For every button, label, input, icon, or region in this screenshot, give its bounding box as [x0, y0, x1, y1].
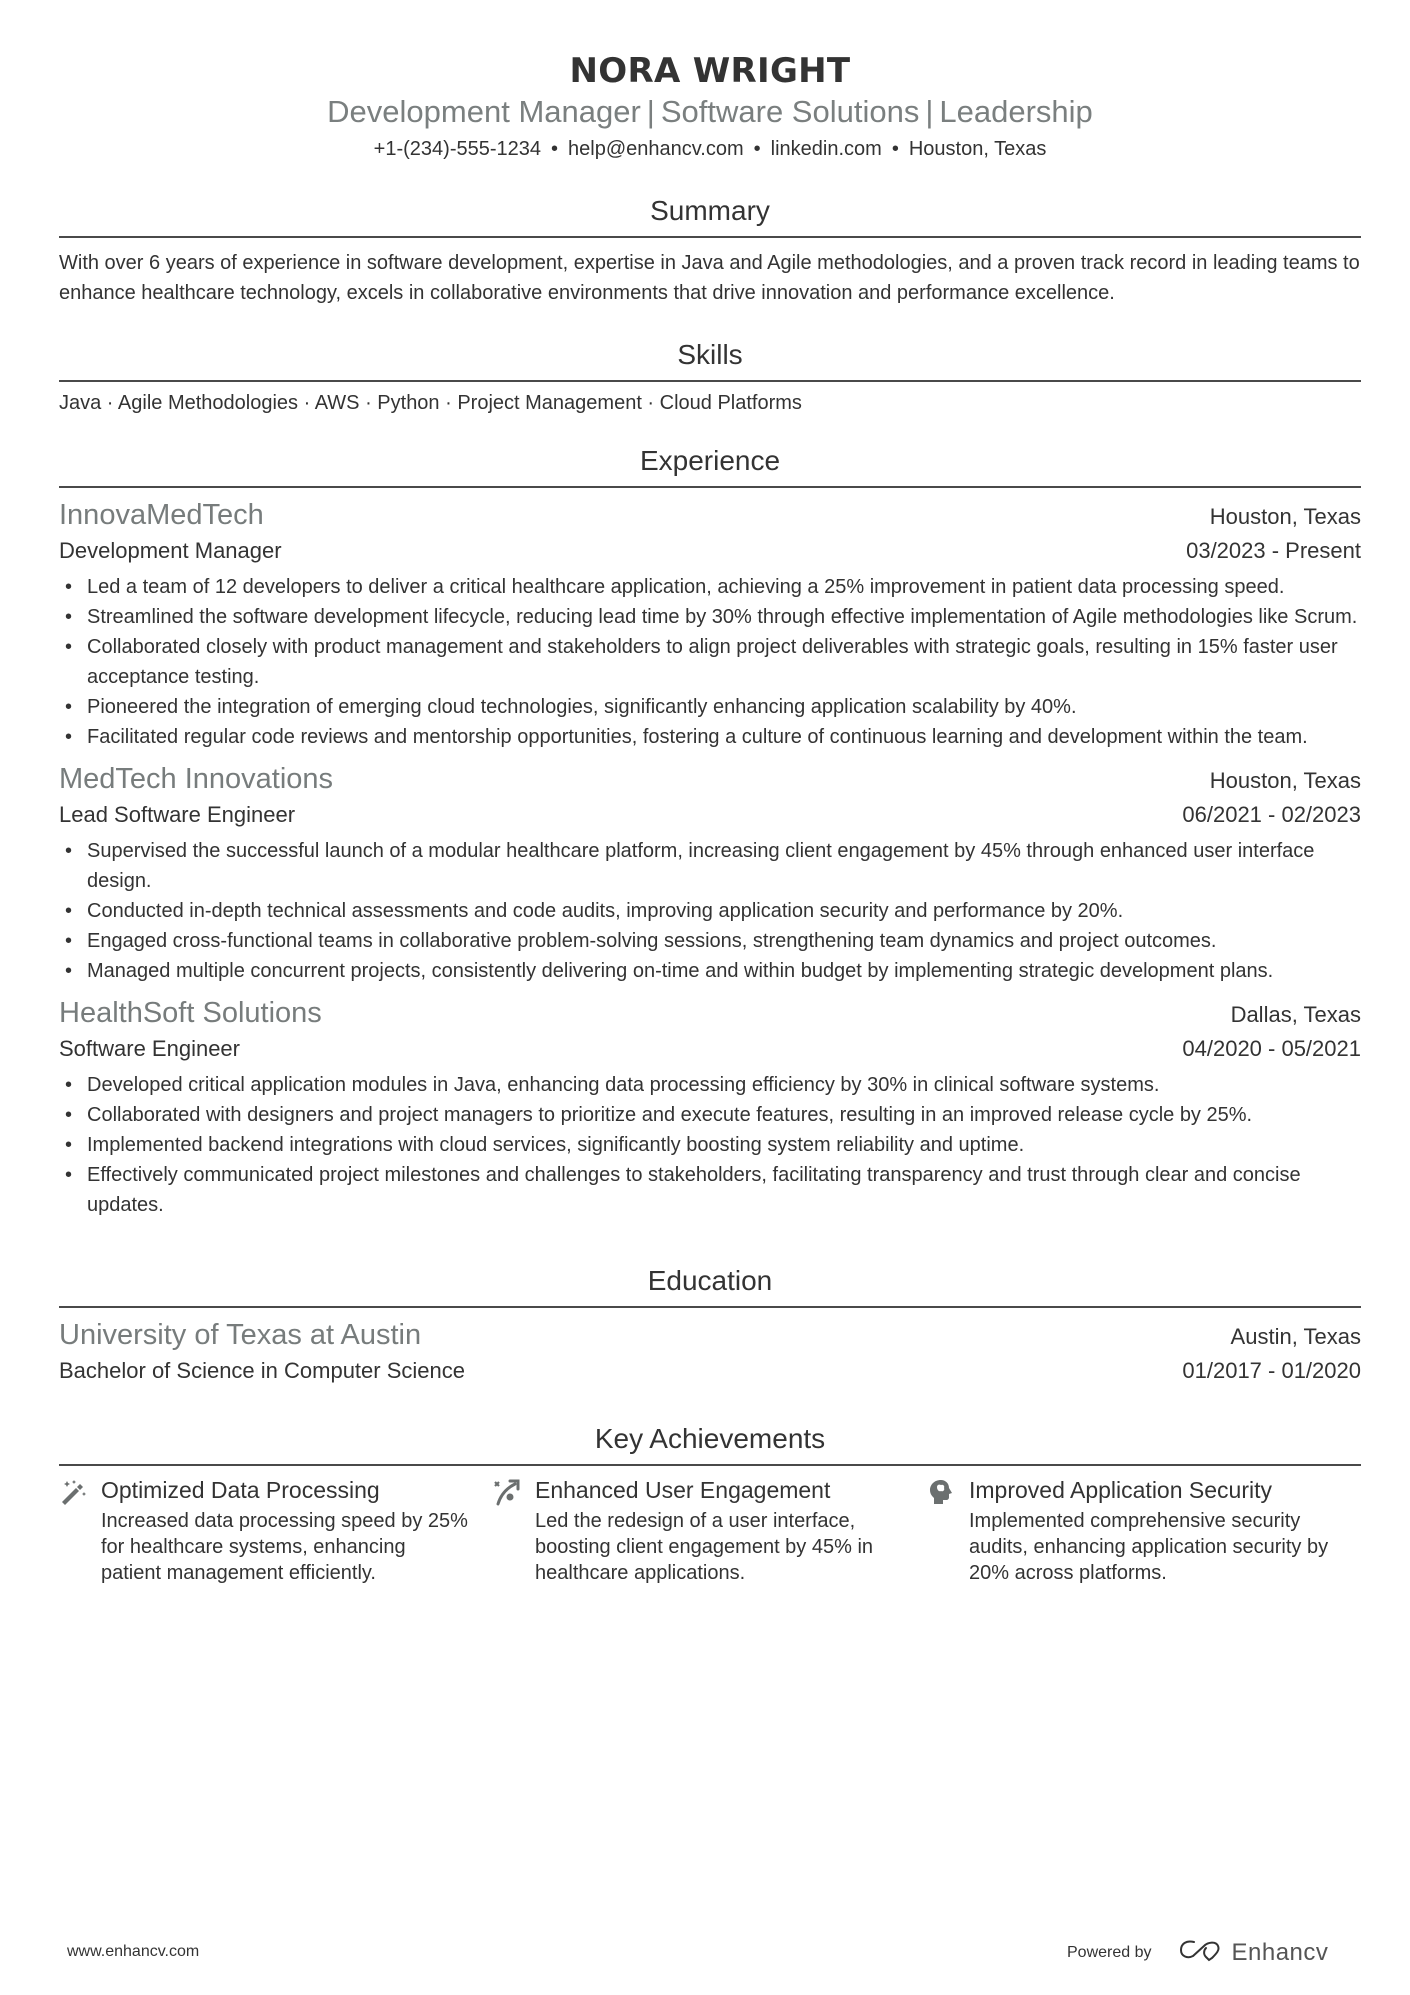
section-title: Skills [677, 339, 743, 370]
achievement-description: Increased data processing speed by 25% for healthcare systems, enhancing patient management efficiently. [101, 1510, 468, 1584]
email-link[interactable]: help@enhancv.com [568, 138, 744, 160]
bullet-item: • Led a team of 12 developers to deliver a critical healthcare application, achieving a 25% improvement in patient data processing speed. [59, 572, 1361, 602]
achievement-item [927, 1474, 1361, 1586]
job-dates: 03/2023 - Present [1186, 538, 1361, 563]
bullet-item: • Collaborated closely with product management and stakeholders to align project deliverables with strategic goals, resulting in 15% faster user acceptance testing. [59, 632, 1361, 692]
job-entry [59, 496, 1361, 752]
company-name: MedTech Innovations [59, 763, 334, 795]
company-name: InnovaMedTech [59, 499, 264, 531]
phone[interactable]: +1-(234)-555-1234 [373, 138, 542, 160]
school-location: Austin, Texas [1230, 1324, 1361, 1349]
bullet-item: • Implemented backend integrations with cloud services, significantly boosting system reliability and uptime. [59, 1130, 1361, 1160]
bullet-item: • Streamlined the software development lifecycle, reducing lead time by 30% through effective implementation of Agile methodologies like Scrum. [59, 602, 1361, 632]
section-title: Education [647, 1265, 773, 1296]
job-bullets [59, 1070, 1361, 1220]
company-name: HealthSoft Solutions [59, 997, 322, 1029]
bullet-item: • Conducted in-depth technical assessments and code audits, improving application security and performance by 20%. [59, 896, 1361, 926]
degree: Bachelor of Science in Computer Science [59, 1358, 465, 1383]
education-dates: 01/2017 - 01/2020 [1182, 1358, 1361, 1383]
achievement-item [493, 1474, 927, 1586]
achievement-description: Led the redesign of a user interface, boosting client engagement by 45% in healthcare applications. [535, 1510, 874, 1584]
education-section [59, 1264, 1361, 1388]
achievement-title: Improved Application Security [969, 1477, 1272, 1503]
headline-part: Development Manager [327, 94, 641, 129]
bullet-item: • Managed multiple concurrent projects, consistently delivering on-time and within budget by implementing strategic development plans. [59, 956, 1361, 986]
job-bullets [59, 836, 1361, 986]
job-entry [59, 760, 1361, 986]
section-divider [59, 1464, 1361, 1466]
resume-page [59, 0, 1361, 1586]
powered-by-label: Powered by [1067, 1943, 1152, 1961]
section-divider [59, 1306, 1361, 1308]
contact-line [59, 134, 1361, 164]
job-dates: 04/2020 - 05/2021 [1182, 1036, 1361, 1061]
footer-branding [1067, 1938, 1328, 1967]
linkedin-link[interactable]: linkedin.com [770, 138, 882, 160]
location: Houston, Texas [908, 138, 1047, 160]
job-role: Software Engineer [59, 1036, 240, 1061]
route-target-icon [493, 1474, 535, 1586]
candidate-name: NORA WRIGHT [569, 51, 851, 91]
job-bullets [59, 572, 1361, 752]
section-title: Experience [639, 445, 781, 476]
brand-name: Enhancv [1231, 1938, 1329, 1966]
achievement-title: Optimized Data Processing [101, 1477, 380, 1503]
job-location: Houston, Texas [1209, 504, 1361, 529]
job-location: Dallas, Texas [1230, 1002, 1361, 1027]
headline-separator: | [925, 94, 934, 129]
headline-part: Software Solutions [660, 94, 920, 129]
contact-separator: • [753, 138, 761, 160]
section-title: Summary [650, 195, 770, 226]
bullet-item: • Effectively communicated project milestones and challenges to stakeholders, facilitating transparency and trust through clear and concise updates. [59, 1160, 1361, 1220]
achievements-section [59, 1422, 1361, 1586]
head-brain-icon [927, 1474, 969, 1586]
bullet-item: • Supervised the successful launch of a modular healthcare platform, increasing client engagement by 45% through enhanced user interface design. [59, 836, 1361, 896]
job-entry [59, 994, 1361, 1220]
resume-header [59, 0, 1361, 164]
section-title: Key Achievements [594, 1423, 826, 1454]
experience-section [59, 444, 1361, 1220]
job-role: Lead Software Engineer [59, 802, 296, 827]
section-divider [59, 380, 1361, 382]
headline-part: Leadership [939, 94, 1093, 129]
job-role: Development Manager [59, 538, 282, 563]
section-divider [59, 486, 1361, 488]
job-location: Houston, Texas [1209, 768, 1361, 793]
headline-separator: | [646, 94, 655, 129]
magic-wand-icon [59, 1474, 101, 1586]
enhancv-logo-icon [1178, 1938, 1224, 1967]
bullet-item: • Collaborated with designers and project managers to prioritize and execute features, resulting in an improved release cycle by 25%. [59, 1100, 1361, 1130]
achievement-item [59, 1474, 493, 1586]
job-dates: 06/2021 - 02/2023 [1182, 802, 1361, 827]
skills-list: Java · Agile Methodologies · AWS · Python · Project Management · Cloud Platforms [59, 392, 802, 414]
summary-text: With over 6 years of experience in software development, expertise in Java and Agile methodologies, and a proven track record in leading teams to enhance healthcare technology, excels in collaborative environments that drive innovation and performance excellence. [59, 252, 1360, 304]
footer-website[interactable]: www.enhancv.com [67, 1943, 200, 1960]
achievement-title: Enhanced User Engagement [535, 1477, 831, 1503]
education-entry [59, 1316, 1361, 1388]
contact-separator: • [891, 138, 899, 160]
section-divider [59, 236, 1361, 238]
bullet-item: • Facilitated regular code reviews and mentorship opportunities, fostering a culture of continuous learning and development within the team. [59, 722, 1361, 752]
bullet-item: • Engaged cross-functional teams in collaborative problem-solving sessions, strengthening team dynamics and project outcomes. [59, 926, 1361, 956]
summary-section [59, 194, 1361, 308]
school-name: University of Texas at Austin [59, 1319, 422, 1351]
bullet-item: • Pioneered the integration of emerging cloud technologies, significantly enhancing application scalability by 40%. [59, 692, 1361, 722]
skills-section [59, 338, 1361, 418]
contact-separator: • [551, 138, 559, 160]
headline [59, 92, 1361, 132]
achievement-description: Implemented comprehensive security audits, enhancing application security by 20% across platforms. [969, 1510, 1329, 1584]
bullet-item: • Developed critical application modules in Java, enhancing data processing efficiency by 30% in clinical software systems. [59, 1070, 1361, 1100]
